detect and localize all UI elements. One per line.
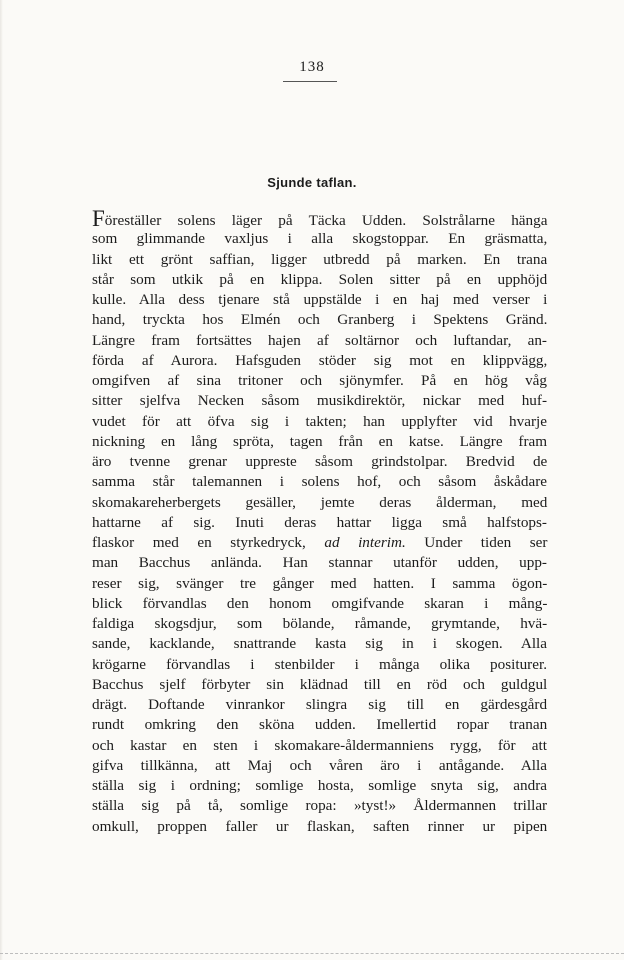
page-edge-shadow xyxy=(0,0,3,960)
text-line: omgifven af sina tritoner och sjönymfer. På en hög våg xyxy=(92,372,548,389)
text-line: drägt. Doftande vinrankor slingra sig till en gärdesgård xyxy=(92,696,548,713)
text-line: blick förvandlas den honom omgifvande skaran i mång- xyxy=(92,594,548,612)
text-line: äro tvenne grenar uppreste såsom grindstolpar. Bredvid de xyxy=(92,453,548,470)
text-line: gifva tillkänna, att Maj och våren äro i antågande. Alla xyxy=(92,756,547,774)
text-line: sande, kacklande, snattrande kasta sig in i skogen. Alla xyxy=(92,635,547,653)
text-line: som glimmande vaxljus i alla skogstoppar. En gräsmatta, xyxy=(92,230,548,248)
text-line: samma står talemannen i solens hof, och såsom åskådare xyxy=(92,473,547,491)
text-line: ställa sig i ordning; somlige hosta, somlige snyta sig, andra xyxy=(92,777,548,794)
text-line: Längre fram fortsättes hajen af soltärnor och luftandar, an- xyxy=(92,331,547,349)
text-line: kulle. Alla dess tjenare stå uppstälde i en haj med verser i xyxy=(92,291,548,308)
drop-cap: F xyxy=(92,206,105,231)
text-line: nickning en lång spröta, tagen från en katse. Längre fram xyxy=(92,432,548,450)
bottom-rule xyxy=(0,953,624,954)
text-line: man Bacchus anlända. Han stannar utanför udden, upp- xyxy=(92,554,547,572)
text-line: hattarne af sig. Inuti deras hattar ligga små halfstops- xyxy=(92,513,547,531)
text-line: och kastar en sten i skomakare-åldermanniens rygg, för att xyxy=(92,736,547,754)
text-line: flaskor med en styrkedryck, ad interim. Under tiden ser xyxy=(92,534,548,551)
text-line: omkull, proppen faller ur flaskan, saften rinner ur pipen xyxy=(92,817,548,835)
text-line: faldiga skogsdjur, som bölande, råmande, grymtande, hvä- xyxy=(92,615,548,632)
body-text xyxy=(92,206,548,837)
text-line: rundt omkring den sköna udden. Imellertid ropar tranan xyxy=(92,716,548,734)
page-number-rule xyxy=(283,81,337,82)
italic-phrase: ad interim. xyxy=(324,534,406,551)
text-line: förda af Aurora. Hafsguden stöder sig mot en klippvägg, xyxy=(92,351,548,369)
text-line: reser sig, svänger tre gånger med hatten. I samma ögon- xyxy=(92,574,548,592)
page-number: 138 xyxy=(299,59,325,75)
text-line: vudet för att öfva sig i takten; han upplyfter vid hvarje xyxy=(92,412,547,430)
text-line: sitter sjelfva Necken såsom musikdirektör, nickar med huf- xyxy=(92,392,547,410)
section-heading: Sjunde taflan. xyxy=(267,175,357,190)
text-line: Bacchus sjelf förbyter sin klädnad till en röd och guldgul xyxy=(92,675,548,693)
text-line: Föreställer solens läger på Täcka Udden. Solstrålarne hänga xyxy=(92,206,548,231)
text-line: hand, tryckta hos Elmén och Granberg i Spektens Gränd. xyxy=(92,311,548,329)
text-line: ställa sig på tå, somlige ropa: »tyst!» Åldermannen trillar xyxy=(92,797,548,815)
text-line: krögarne förvandlas i stenbilder i många olika positurer. xyxy=(92,655,547,673)
text-line: skomakareherbergets gesäller, jemte deras ålderman, med xyxy=(92,493,548,511)
text-line: likt ett grönt saffian, ligger utbredd på marken. En trana xyxy=(92,250,548,268)
text-line: står som utkik på en klippa. Solen sitter på en upphöjd xyxy=(92,270,548,288)
